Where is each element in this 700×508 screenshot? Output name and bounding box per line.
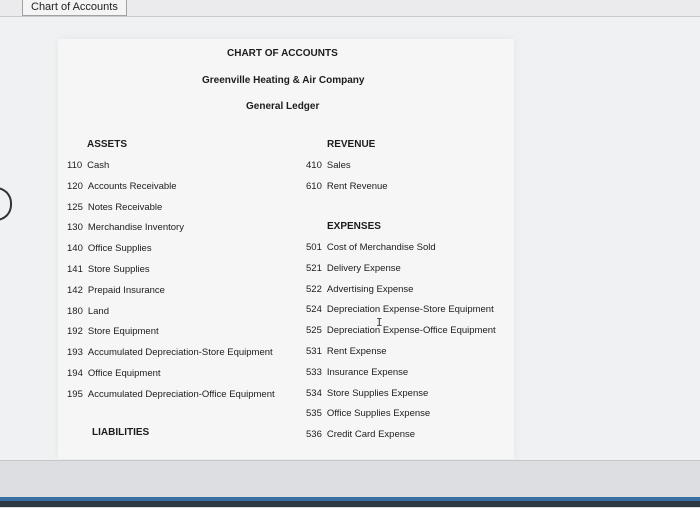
account-name: Insurance Expense <box>326 366 409 378</box>
account-name: Depreciation Expense-Store Equipment <box>326 304 494 316</box>
account-number: 141 <box>67 264 83 275</box>
account-number: 525 <box>306 325 322 337</box>
account-number: 534 <box>306 387 322 399</box>
asset-account-row <box>67 285 165 297</box>
account-name: Accumulated Depreciation-Office Equipment <box>87 388 275 400</box>
account-name: Cost of Merchandise Sold <box>326 242 436 253</box>
expense-account-row <box>306 388 428 400</box>
account-name: Rent Revenue <box>326 180 388 192</box>
assets-heading: ASSETS <box>87 139 128 150</box>
asset-account-row <box>67 347 273 359</box>
company-name: Greenville Heating & Air Company <box>202 75 365 86</box>
revenue-account-row <box>306 181 388 193</box>
account-number: 180 <box>67 305 83 317</box>
expense-account-row <box>306 429 415 441</box>
expense-account-row <box>306 242 436 254</box>
page-title: CHART OF ACCOUNTS <box>227 48 338 59</box>
expenses-heading: EXPENSES <box>327 221 381 232</box>
asset-account-row <box>67 160 109 172</box>
account-number: 524 <box>306 304 322 316</box>
account-name: Office Supplies Expense <box>326 408 431 420</box>
revenue-account-row <box>306 160 351 172</box>
account-number: 521 <box>306 262 322 274</box>
account-number: 531 <box>306 346 322 357</box>
expense-account-row <box>306 304 494 316</box>
window-tab-title: Chart of Accounts <box>31 1 118 13</box>
asset-account-row <box>67 202 162 214</box>
expense-account-row <box>306 284 413 296</box>
account-number: 125 <box>67 201 83 213</box>
asset-account-row <box>67 243 152 255</box>
expense-account-row <box>306 263 401 275</box>
account-number: 610 <box>306 180 322 192</box>
account-number: 522 <box>306 283 322 295</box>
window-tab[interactable] <box>22 0 127 16</box>
account-name: Land <box>87 305 109 317</box>
asset-account-row <box>67 264 150 276</box>
account-number: 535 <box>306 408 322 420</box>
expense-account-row <box>306 367 408 379</box>
account-number: 501 <box>306 242 322 253</box>
account-name: Store Supplies Expense <box>326 387 429 399</box>
account-name: Sales <box>326 160 351 171</box>
document-area <box>0 17 700 460</box>
account-number: 120 <box>67 180 83 192</box>
account-name: Store Equipment <box>87 326 159 338</box>
expense-account-row <box>306 325 496 337</box>
expense-account-row <box>306 346 387 358</box>
account-name: Accounts Receivable <box>87 180 177 192</box>
account-number: 194 <box>67 368 83 379</box>
account-number: 195 <box>67 388 83 400</box>
account-name: Advertising Expense <box>326 283 414 295</box>
account-name: Cash <box>87 160 110 171</box>
account-name: Credit Card Expense <box>326 429 416 441</box>
asset-account-row <box>67 306 109 318</box>
asset-account-row <box>67 181 177 193</box>
account-number: 130 <box>67 222 83 234</box>
account-name: Depreciation Expense-Office Equipment <box>326 325 496 337</box>
account-number: 193 <box>67 347 83 359</box>
account-number: 533 <box>306 366 322 378</box>
asset-account-row <box>67 389 275 401</box>
account-name: Office Equipment <box>87 368 161 379</box>
revenue-heading: REVENUE <box>327 139 376 150</box>
account-name: Accumulated Depreciation-Store Equipment <box>87 347 273 359</box>
account-name: Store Supplies <box>87 264 150 275</box>
account-number: 140 <box>67 243 83 255</box>
account-number: 110 <box>67 160 83 171</box>
bottom-edge <box>0 501 700 507</box>
account-name: Notes Receivable <box>87 201 163 213</box>
account-number: 142 <box>67 284 83 296</box>
expense-account-row <box>306 408 430 420</box>
account-number: 536 <box>306 429 322 441</box>
expand-panel-handle-icon[interactable] <box>0 187 12 221</box>
account-name: Prepaid Insurance <box>87 284 165 296</box>
text-cursor-icon: I <box>376 316 383 329</box>
asset-account-row <box>67 326 159 338</box>
account-name: Office Supplies <box>87 243 152 255</box>
asset-account-row <box>67 368 161 380</box>
window-top-bar <box>0 0 700 17</box>
account-number: 192 <box>67 326 83 338</box>
account-name: Rent Expense <box>326 346 387 357</box>
liabilities-heading: LIABILITIES <box>92 427 150 438</box>
account-number: 410 <box>306 160 322 171</box>
asset-account-row <box>67 222 184 234</box>
account-name: Delivery Expense <box>326 262 401 274</box>
ledger-label: General Ledger <box>246 101 320 112</box>
account-name: Merchandise Inventory <box>87 222 184 234</box>
